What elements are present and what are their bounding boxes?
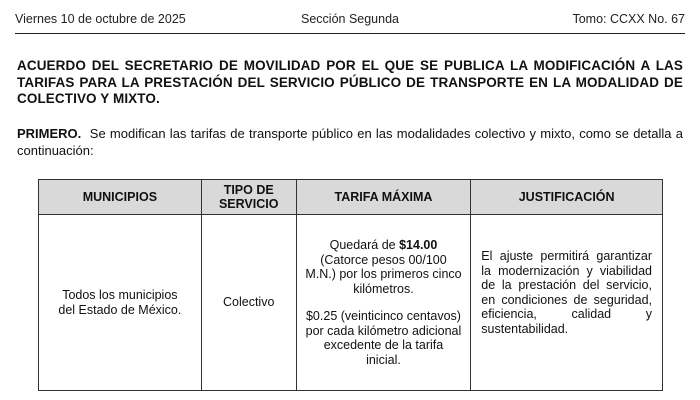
document-title: ACUERDO DEL SECRETARIO DE MOVILIDAD POR EL QUE SE PUBLICA LA MODIFICACIÓN A LAS TARIFAS PARA LA PRESTACIÓN DEL SERVICIO PÚBLICO DE TRANSPORTE EN LA MODALIDAD DE COLECTIVO Y MIXTO. bbox=[17, 58, 683, 106]
header-section: Sección Segunda bbox=[301, 12, 399, 26]
header-tipo-servicio: TIPO DE SERVICIO bbox=[201, 180, 296, 215]
header-municipios: MUNICIPIOS bbox=[39, 180, 202, 215]
tarifa-suffix: (Catorce pesos 00/100 M.N.) por los primeros cinco kilómetros. bbox=[305, 252, 462, 296]
cell-municipios: Todos los municipios del Estado de México. bbox=[39, 215, 202, 391]
header-justificacion: JUSTIFICACIÓN bbox=[471, 180, 663, 215]
intro-label: PRIMERO. bbox=[17, 126, 82, 141]
header-date: Viernes 10 de octubre de 2025 bbox=[15, 12, 186, 26]
tarifa-base bbox=[305, 238, 463, 296]
table-row bbox=[39, 215, 663, 391]
tarifa-prefix: Quedará de bbox=[329, 238, 400, 252]
table-header-row bbox=[39, 180, 663, 215]
header-rule bbox=[15, 33, 685, 34]
intro-paragraph bbox=[17, 126, 683, 159]
tarifa-adicional: $0.25 (veinticinco centavos) por cada kilómetro adicional excedente de la tarifa inicial. bbox=[305, 309, 462, 367]
page-header bbox=[15, 8, 685, 28]
header-tarifa-maxima: TARIFA MÁXIMA bbox=[296, 180, 471, 215]
header-tome: Tomo: CCXX No. 67 bbox=[572, 12, 685, 26]
cell-justificacion: El ajuste permitirá garantizar la modernización y viabilidad de la prestación del servicio, en condiciones de seguridad, eficiencia, calidad y sustentabilidad. bbox=[471, 215, 663, 391]
cell-tipo-servicio: Colectivo bbox=[201, 215, 296, 391]
tariff-table bbox=[38, 179, 663, 391]
intro-text: Se modifican las tarifas de transporte público en las modalidades colectivo y mixto, como se detalla a continuación: bbox=[17, 126, 683, 158]
cell-tarifa-maxima bbox=[296, 215, 471, 391]
tarifa-amount: $14.00 bbox=[399, 238, 438, 252]
